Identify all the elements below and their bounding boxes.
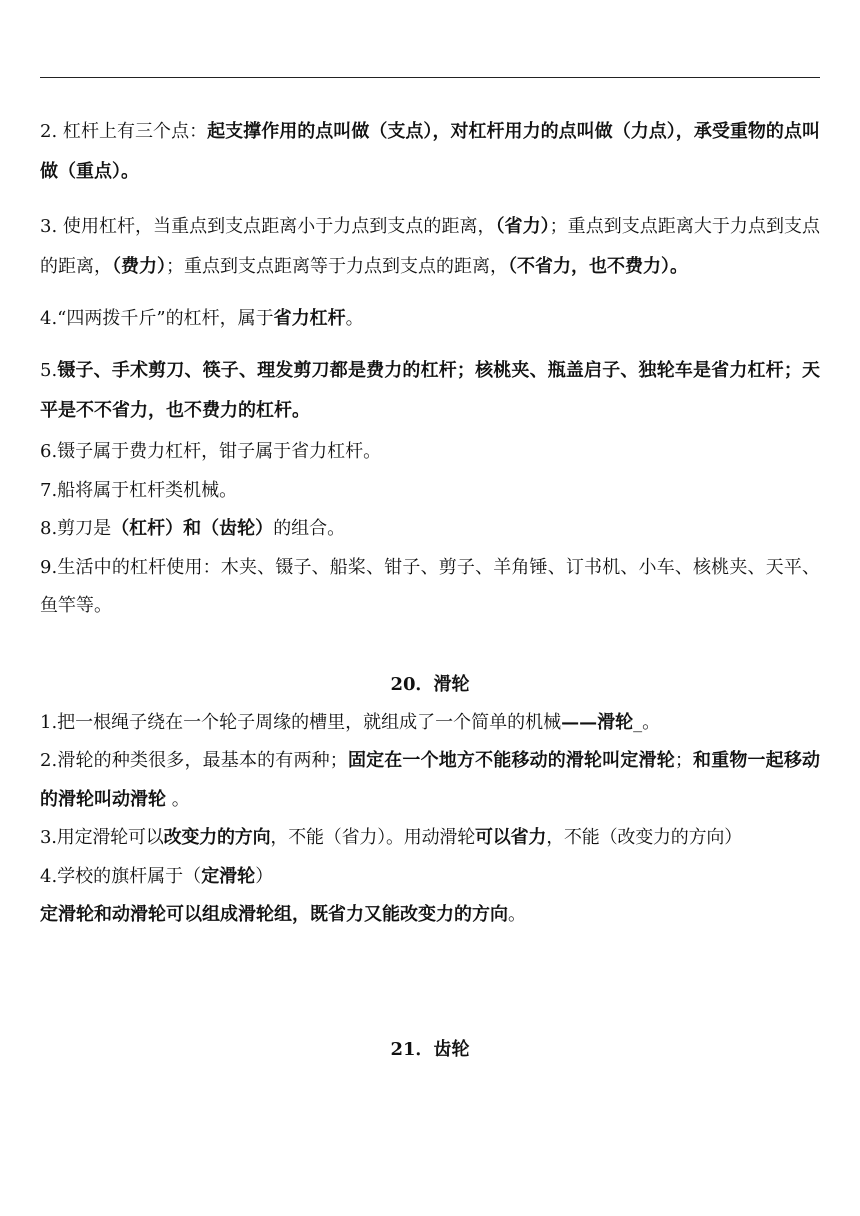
item-2 bbox=[40, 112, 820, 192]
item-2-lead: 2. 杠杆上有三个点： bbox=[40, 121, 208, 142]
pulley-item-4-tail: ） bbox=[255, 865, 274, 887]
item-5-lead: 5. bbox=[40, 360, 58, 381]
item-4-bold: 省力杠杆 bbox=[273, 308, 346, 329]
item-8 bbox=[40, 510, 820, 549]
section-heading-20: 20．滑轮 bbox=[390, 673, 470, 695]
pulley-item-3-part-c: ，不能（省力）。用动滑轮 bbox=[270, 827, 475, 848]
item-4-lead: 4.“四两拨千斤”的杠杆，属于 bbox=[40, 308, 274, 329]
item-7-text: 7.船将属于杠杆类机械。 bbox=[40, 479, 238, 501]
item-6 bbox=[40, 433, 820, 472]
pulley-item-4-lead: 4.学校的旗杆属于（ bbox=[40, 865, 202, 887]
pulley-item-3-bold-b: 改变力的方向 bbox=[163, 827, 271, 848]
pulley-item-1-tail: _。 bbox=[633, 711, 661, 733]
pulley-item-4 bbox=[40, 858, 820, 897]
item-3-bold-b: （省力） bbox=[495, 216, 550, 237]
pulley-item-2 bbox=[40, 742, 820, 819]
pulley-summary-tail: 。 bbox=[508, 904, 526, 925]
pulley-item-2-lead: 2.滑轮的种类很多，最基本的有两种； bbox=[40, 750, 348, 771]
pulley-item-3 bbox=[40, 819, 820, 858]
item-8-lead: 8.剪刀是 bbox=[40, 518, 112, 539]
item-4-tail: 。 bbox=[345, 308, 364, 329]
item-3 bbox=[40, 207, 820, 287]
item-8-tail: 的组合。 bbox=[273, 518, 346, 539]
pulley-item-2-bold-d: 和重物一起移动的滑轮叫动滑轮 bbox=[40, 750, 821, 810]
item-3-part-e: ；重点到支点距离等于力点到支点的距离， bbox=[166, 256, 508, 277]
item-4 bbox=[40, 299, 820, 339]
pulley-summary-bold: 定滑轮和动滑轮可以组成滑轮组，既省力又能改变力的方向 bbox=[40, 904, 508, 925]
item-3-bold-f: （不省力，也不费力）。 bbox=[508, 256, 688, 277]
pulley-item-4-bold: 定滑轮 bbox=[201, 865, 256, 887]
document-body bbox=[40, 100, 820, 1069]
item-9-text: 9.生活中的杠杆使用：木夹、镊子、船桨、钳子、剪子、羊角锤、订书机、小车、核桃夹、天平、鱼竿等。 bbox=[40, 556, 820, 616]
pulley-item-1-bold: ——滑轮 bbox=[561, 711, 634, 733]
pulley-item-3-bold-d: 可以省力 bbox=[475, 827, 547, 848]
item-3-part-a: 3. 使用杠杆，当重点到支点距离小于力点到支点的距离， bbox=[40, 216, 496, 237]
item-3-part-c: ；重点到支点距离大于力点到支点的距离， bbox=[40, 216, 820, 277]
pulley-item-1-lead: 1.把一根绳子绕在一个轮子周缘的槽里，就组成了一个简单的机械 bbox=[40, 711, 562, 733]
pulley-item-1 bbox=[40, 704, 820, 743]
item-9 bbox=[40, 549, 820, 626]
pulley-item-2-tail: 。 bbox=[166, 788, 190, 810]
pulley-item-2-bold-b: 固定在一个地方不能移动的滑轮叫定滑轮 bbox=[347, 750, 675, 771]
pulley-item-2-part-c: ； bbox=[674, 750, 693, 771]
item-7 bbox=[40, 472, 820, 511]
item-6-text: 6.镊子属于费力杠杆，钳子属于省力杠杆。 bbox=[40, 441, 382, 462]
item-2-bold: 起支撑作用的点叫做（支点），对杠杆用力的点叫做（力点），承受重物的点叫做（重点）。 bbox=[40, 121, 820, 182]
item-5 bbox=[40, 351, 820, 431]
pulley-summary bbox=[40, 896, 820, 935]
item-3-bold-d: （费力） bbox=[112, 256, 166, 277]
item-8-bold: （杠杆）和（齿轮） bbox=[111, 518, 274, 539]
pulley-item-3-part-e: ，不能（改变力的方向） bbox=[546, 827, 743, 848]
section-heading-21: 21．齿轮 bbox=[390, 1038, 470, 1060]
item-5-bold: 镊子、手术剪刀、筷子、理发剪刀都是费力的杠杆；核桃夹、瓶盖启子、独轮车是省力杠杆；天平是不不省力，也不费力的杠杆。 bbox=[40, 360, 820, 421]
header-rule bbox=[40, 77, 820, 78]
pulley-item-3-part-a: 3.用定滑轮可以 bbox=[40, 827, 164, 848]
